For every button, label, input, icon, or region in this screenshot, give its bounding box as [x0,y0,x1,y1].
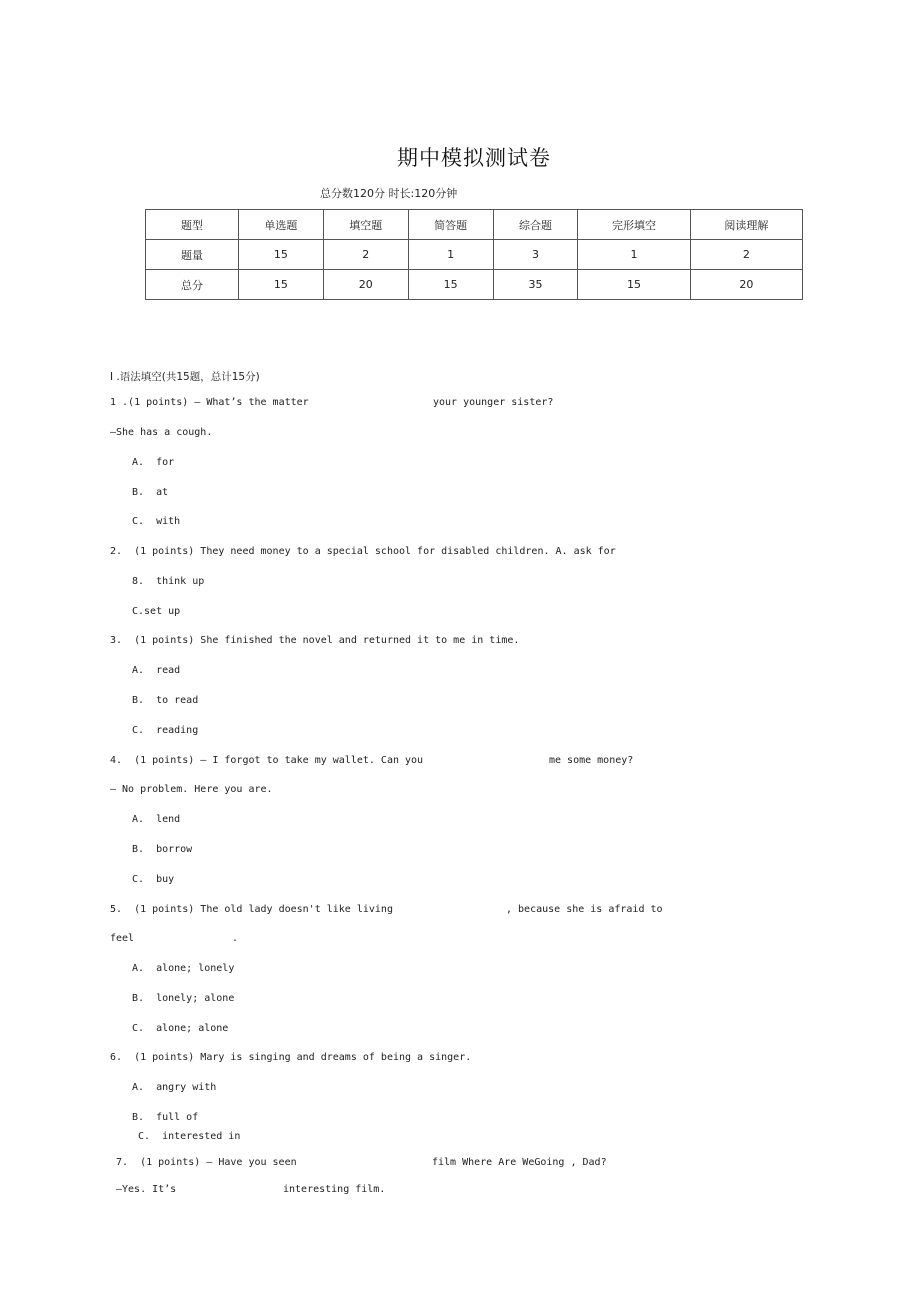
question-4-text: 4. (1 points) — I forgot to take my wallet. Can you [110,755,424,766]
question-3-text: 3. (1 points) She finished the novel and returned it to me in time. [110,635,520,646]
option[interactable]: B. at [132,487,169,498]
table-cell: 15 [239,270,324,300]
question-1-reply: —She has a cough. [110,427,213,438]
question-1-text: 1 .(1 points) — What’s the matter [110,397,309,408]
table-cell: 完形填空 [578,210,690,240]
question-2-text: 2. (1 points) They need money to a special school for disabled children. A. ask for [110,546,616,557]
option[interactable]: C.set up [132,606,181,617]
option[interactable]: B. full of [132,1112,199,1123]
table-cell: 单选题 [239,210,324,240]
table-cell: 20 [323,270,408,300]
table-cell: 综合题 [493,210,578,240]
table-cell: 15 [239,240,324,270]
option[interactable]: C. with [132,516,181,527]
table-cell: 2 [690,240,802,270]
table-row [146,240,803,270]
question-7-reply-cont: interesting film. [283,1184,386,1195]
section-heading: I .语法填空(共15题，总计15分) [110,371,260,383]
option[interactable]: A. for [132,457,175,468]
option[interactable]: A. alone; lonely [132,963,235,974]
table-cell: 15 [408,270,493,300]
question-5-text-cont: , because she is afraid to [506,904,663,915]
exam-info: 总分数120分 时长:120分钟 [320,187,458,200]
option[interactable]: A. angry with [132,1082,217,1093]
option[interactable]: C. interested in [138,1131,241,1142]
table-cell: 总分 [146,270,239,300]
table-cell: 题型 [146,210,239,240]
score-table [145,209,803,300]
question-6-text: 6. (1 points) Mary is singing and dreams of being a singer. [110,1052,472,1063]
option[interactable]: A. read [132,665,181,676]
table-cell: 20 [690,270,802,300]
table-row [146,270,803,300]
table-cell: 阅读理解 [690,210,802,240]
table-cell: 简答题 [408,210,493,240]
table-cell: 2 [323,240,408,270]
question-1-text-cont: your younger sister? [433,397,554,408]
table-cell: 15 [578,270,690,300]
question-5-text-wrap: feel [110,933,135,944]
option[interactable]: B. lonely; alone [132,993,235,1004]
table-cell: 1 [408,240,493,270]
option[interactable]: 8. think up [132,576,205,587]
option[interactable]: C. reading [132,725,199,736]
table-cell: 3 [493,240,578,270]
question-5-text: 5. (1 points) The old lady doesn't like living [110,904,393,915]
table-cell: 35 [493,270,578,300]
question-7-reply: —Yes. It’s [116,1184,177,1195]
question-4-text-cont: me some money? [549,755,634,766]
question-7-text-cont: film Where Are WeGoing , Dad? [432,1157,607,1168]
table-cell: 1 [578,240,690,270]
option[interactable]: B. borrow [132,844,193,855]
option[interactable]: B. to read [132,695,199,706]
table-cell: 题量 [146,240,239,270]
option[interactable]: C. alone; alone [132,1023,229,1034]
page-title: 期中模拟测试卷 [397,146,551,170]
table-cell: 填空题 [323,210,408,240]
table-header-row [146,210,803,240]
question-7-text: 7. (1 points) — Have you seen [116,1157,297,1168]
option[interactable]: C. buy [132,874,175,885]
question-4-reply: — No problem. Here you are. [110,784,273,795]
option[interactable]: A. lend [132,814,181,825]
question-5-period: . [232,933,239,944]
